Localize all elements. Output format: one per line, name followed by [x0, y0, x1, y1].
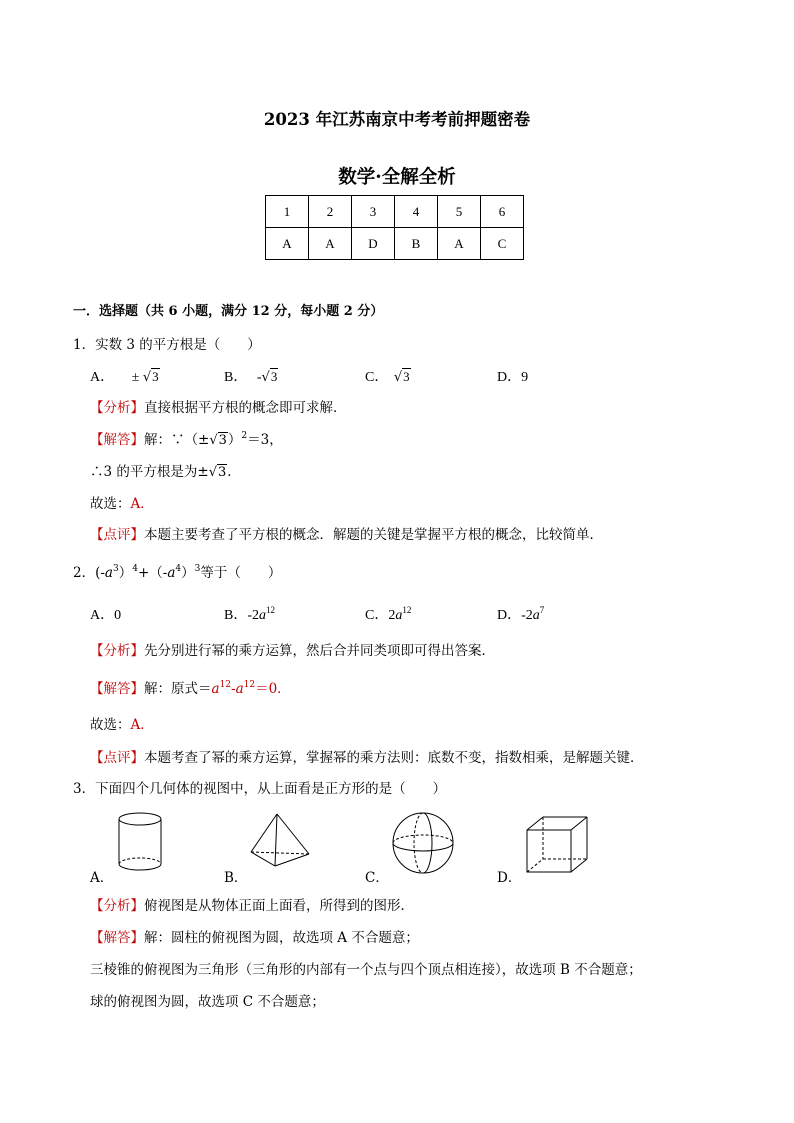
analysis-tag: 【分析】	[90, 643, 144, 659]
exponent: 2	[241, 431, 248, 441]
cube-icon	[524, 814, 590, 874]
q3-option-a: A．	[90, 870, 114, 886]
variable: a	[235, 681, 244, 697]
table-cell: 6	[481, 196, 524, 228]
page-title: 2023 年江苏南京中考考前押题密卷	[263, 110, 531, 129]
table-cell: 1	[266, 196, 309, 228]
answer-text: ＝0．	[255, 681, 291, 697]
q2-answer	[90, 677, 291, 697]
page-subtitle: 数学·全解全析	[338, 167, 456, 188]
variable: a	[532, 608, 540, 623]
table-cell: C	[481, 228, 524, 260]
q3-answer	[90, 926, 419, 946]
q2-comment	[90, 746, 644, 766]
radical-icon: √	[208, 465, 217, 480]
radicand: 3	[218, 433, 227, 448]
q2-option-b	[224, 604, 275, 624]
q3-answer-line-3: 球的俯视图为圆，故选项 C 不合题意；	[90, 994, 325, 1010]
table-cell: 3	[352, 196, 395, 228]
q3-option-b: B．	[224, 870, 248, 886]
exponent: 3	[194, 564, 201, 574]
table-cell: 5	[438, 196, 481, 228]
q1-therefore	[90, 460, 241, 480]
analysis-tag: 【分析】	[90, 400, 144, 416]
table-cell: A	[438, 228, 481, 260]
answer-text: ＝3，	[247, 432, 283, 448]
q3-answer-line-2: 三棱锥的俯视图为三角形（三角形的内部有一个点与四个顶点相连接），故选项 B 不合题意；	[90, 962, 642, 978]
sqrt-expression	[394, 369, 411, 385]
answer-table-numbers-row	[266, 196, 524, 228]
sqrt-expression	[209, 433, 228, 448]
exponent: 4	[175, 564, 182, 574]
radical-icon: √	[393, 370, 403, 385]
section-heading: 一．选择题（共 6 小题，满分 12 分，每小题 2 分）	[73, 304, 384, 319]
comment-tag: 【点评】	[90, 527, 144, 543]
option-text: D．-2	[497, 608, 533, 623]
variable: a	[395, 608, 403, 623]
choose-value: A．	[130, 496, 154, 512]
option-text: B．-2	[224, 608, 259, 623]
q3-stem: 3．下面四个几何体的视图中，从上面看是正方形的是（ ）	[73, 781, 447, 797]
therefore-text: ．	[227, 464, 241, 480]
exponent: 4	[132, 564, 138, 574]
option-text: C．2	[365, 608, 396, 623]
variable: a	[104, 565, 113, 581]
answer-tag: 【解答】	[90, 432, 144, 448]
radical-icon: √	[261, 370, 270, 385]
q2-choose	[90, 713, 154, 733]
analysis-tag: 【分析】	[90, 898, 144, 914]
therefore-text: ∴3 的平方根是为±	[90, 464, 209, 480]
plus-minus-sign: ±	[131, 370, 140, 385]
q3-option-c: C．	[365, 870, 389, 886]
analysis-text: 直接根据平方根的概念即可求解．	[144, 400, 347, 416]
answer-tag: 【解答】	[90, 930, 144, 946]
sphere-icon	[388, 810, 458, 876]
answer-text: 解：圆柱的俯视图为圆，故选项 A 不合题意；	[144, 930, 419, 946]
minus-sign: -	[256, 370, 262, 385]
table-cell: D	[352, 228, 395, 260]
q3-option-d: D．	[497, 870, 522, 886]
answer-text: -	[231, 681, 236, 697]
radicand: 3	[218, 465, 227, 480]
q1-comment	[90, 523, 603, 543]
table-cell: A	[309, 228, 352, 260]
exponent: 12	[266, 605, 275, 615]
stem-text: +（-	[137, 565, 168, 581]
q1-choose	[90, 492, 154, 512]
radicand: 3	[270, 369, 278, 384]
pyramid-icon	[245, 810, 315, 872]
exponent: 12	[219, 680, 232, 690]
q2-option-a: A．0	[90, 608, 122, 623]
sqrt-expression	[143, 369, 160, 385]
answer-table	[265, 195, 524, 260]
table-cell: A	[266, 228, 309, 260]
q1-answer	[90, 428, 283, 448]
sqrt-expression	[262, 369, 279, 385]
table-cell: 2	[309, 196, 352, 228]
analysis-text: 俯视图是从物体正面上面看，所得到的图形．	[144, 898, 414, 914]
q1-stem: 1．实数 3 的平方根是（ ）	[73, 337, 261, 353]
option-label: B．	[224, 370, 248, 385]
comment-tag: 【点评】	[90, 750, 144, 766]
variable: a	[167, 565, 176, 581]
cylinder-icon	[112, 810, 168, 874]
exponent: 3	[112, 564, 119, 574]
stem-text: 等于（ ）	[200, 565, 282, 581]
variable: a	[259, 608, 266, 623]
answer-tag: 【解答】	[90, 681, 144, 697]
q1-option-c	[365, 366, 411, 386]
answer-text: 解：原式＝	[144, 681, 212, 697]
radicand: 3	[152, 369, 159, 384]
stem-text: ）	[181, 565, 195, 581]
q1-option-b	[224, 366, 278, 386]
comment-text: 本题主要考查了平方根的概念．解题的关键是掌握平方根的概念，比较简单．	[144, 527, 603, 543]
q3-analysis	[90, 894, 414, 914]
radicand: 3	[403, 369, 410, 384]
q2-option-d	[497, 604, 544, 624]
choose-text: 故选：	[90, 717, 131, 733]
exponent: 7	[539, 605, 545, 615]
answer-text: ）	[227, 432, 242, 448]
comment-text: 本题考查了幂的乘方运算，掌握幂的乘方法则：底数不变，指数相乘，是解题关键．	[144, 750, 644, 766]
answer-table-answers-row	[266, 228, 524, 260]
variable: a	[211, 681, 220, 697]
analysis-text: 先分别进行幂的乘方运算，然后合并同类项即可得出答案．	[144, 643, 495, 659]
stem-text: 2．(-	[73, 565, 105, 581]
exponent: 12	[402, 605, 412, 615]
option-label: C．	[365, 370, 389, 385]
choose-value: A．	[130, 717, 154, 733]
answer-text: 解：∵（±	[144, 432, 210, 448]
q2-analysis	[90, 639, 495, 659]
q1-analysis	[90, 396, 347, 416]
exponent: 12	[243, 680, 256, 690]
q1-option-d: D．9	[497, 370, 529, 385]
table-cell: B	[395, 228, 438, 260]
q2-stem	[73, 561, 281, 581]
radical-icon: √	[142, 370, 152, 385]
q2-option-c	[365, 604, 411, 624]
radical-icon: √	[209, 433, 218, 448]
q1-option-a	[90, 366, 160, 386]
choose-text: 故选：	[90, 496, 131, 512]
option-label: A．	[90, 370, 115, 385]
stem-text: ）	[118, 565, 133, 581]
sqrt-expression	[209, 465, 228, 480]
table-cell: 4	[395, 196, 438, 228]
